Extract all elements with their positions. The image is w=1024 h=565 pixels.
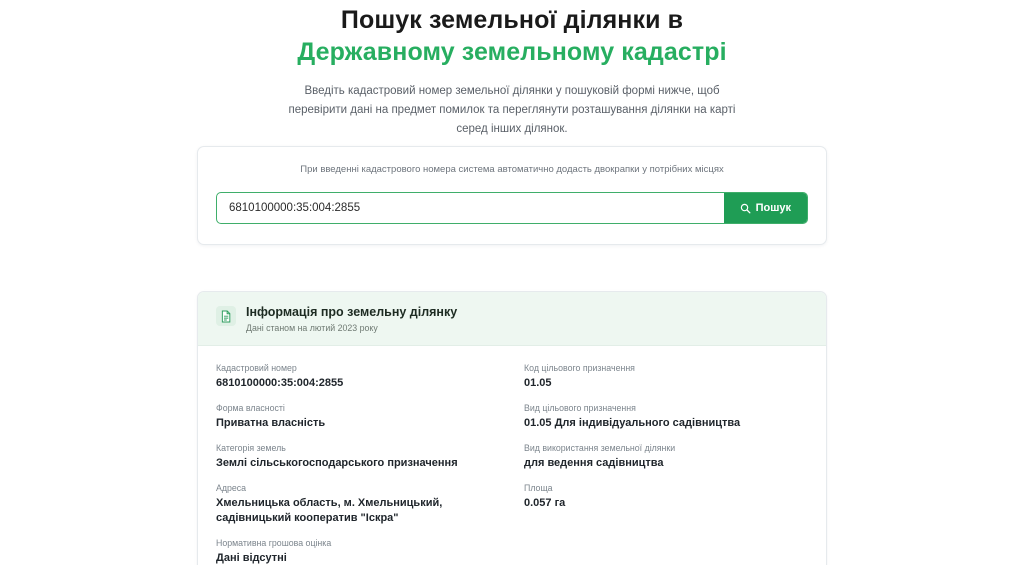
field-address bbox=[216, 482, 512, 526]
search-form[interactable] bbox=[216, 192, 808, 224]
field-purpose-type bbox=[524, 402, 808, 431]
field-label: Кадастровий номер bbox=[216, 363, 297, 373]
field-value: Хмельницька область, м. Хмельницький, садівницький кооператив "Іскра" bbox=[216, 497, 443, 524]
field-cadastral-number bbox=[216, 362, 512, 391]
parcel-info-card bbox=[197, 291, 827, 565]
page-title-line1: Пошук земельної ділянки в bbox=[340, 6, 684, 34]
field-label: Категорія земель bbox=[216, 443, 286, 453]
field-label: Форма власності bbox=[216, 403, 285, 413]
page-title bbox=[0, 4, 1024, 68]
field-ownership-form bbox=[216, 402, 512, 431]
search-hint: При введенні кадастрового номера система автоматично додасть двокрапки у потрібних місцях bbox=[300, 164, 724, 175]
field-value: 01.05 Для індивідуального садівництва bbox=[524, 417, 741, 429]
hero-section bbox=[0, 0, 1024, 139]
field-label: Адреса bbox=[216, 483, 247, 493]
field-value: для ведення садівництва bbox=[524, 457, 664, 469]
parcel-info-header-text bbox=[246, 305, 457, 333]
field-area bbox=[524, 482, 808, 511]
parcel-info-body bbox=[198, 346, 826, 565]
search-button[interactable] bbox=[724, 193, 807, 223]
search-card bbox=[197, 146, 827, 245]
field-normative-valuation bbox=[216, 537, 512, 565]
field-label: Нормативна грошова оцінка bbox=[216, 538, 332, 548]
field-use-type bbox=[524, 442, 808, 471]
search-button-label: Пошук bbox=[755, 202, 791, 214]
field-value: 01.05 bbox=[524, 377, 552, 389]
parcel-info-subtitle: Дані станом на лютий 2023 року bbox=[246, 323, 378, 333]
parcel-info-right-column bbox=[512, 362, 808, 565]
field-value: Землі сільськогосподарського призначення bbox=[216, 457, 458, 469]
search-input[interactable] bbox=[217, 193, 724, 223]
parcel-info-left-column bbox=[216, 362, 512, 565]
document-icon bbox=[216, 306, 236, 326]
field-label: Вид цільового призначення bbox=[524, 403, 636, 413]
page-description: Введіть кадастровий номер земельної ділянки у пошуковій формі нижче, щоб перевірити дані на предмет помилок та переглянути розташування ділянки на карті серед інших ділянок. bbox=[288, 85, 736, 135]
field-label: Код цільового призначення bbox=[524, 363, 635, 373]
parcel-info-header bbox=[198, 292, 826, 346]
field-value: 6810100000:35:004:2855 bbox=[216, 377, 344, 389]
parcel-info-title: Інформація про земельну ділянку bbox=[246, 305, 458, 319]
field-value: Приватна власність bbox=[216, 417, 326, 429]
search-icon bbox=[740, 203, 751, 214]
page-title-line2: Державному земельному кадастрі bbox=[297, 38, 727, 66]
field-land-category bbox=[216, 442, 512, 471]
field-label: Вид використання земельної ділянки bbox=[524, 443, 676, 453]
field-value: 0.057 га bbox=[524, 497, 566, 509]
field-purpose-code bbox=[524, 362, 808, 391]
field-label: Площа bbox=[524, 483, 553, 493]
field-value: Дані відсутні bbox=[216, 552, 287, 564]
